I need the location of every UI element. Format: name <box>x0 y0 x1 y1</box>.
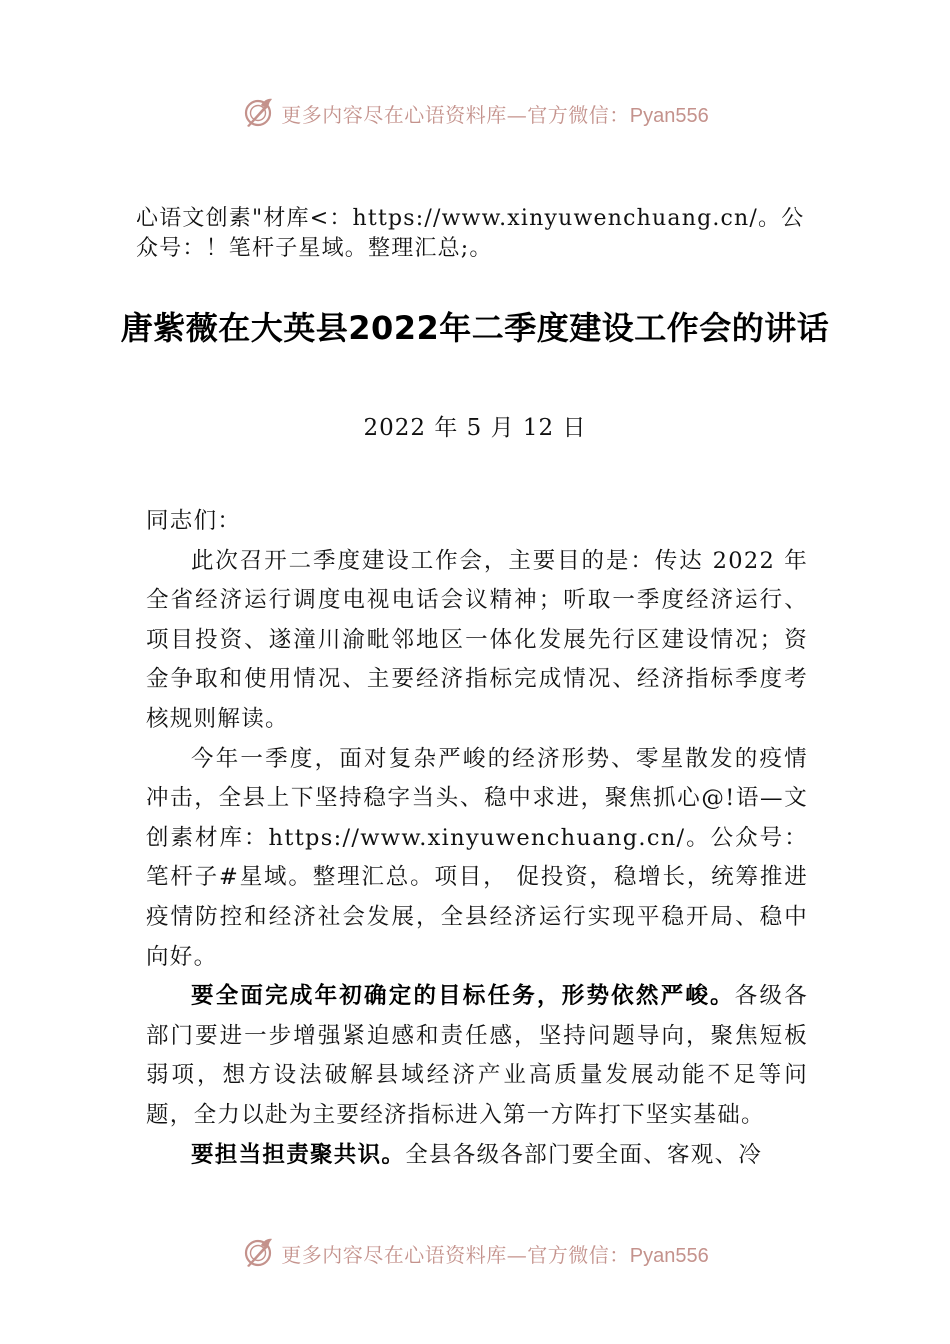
paragraph-consensus <box>146 1136 808 1176</box>
paragraph-consensus-text: 全县各级各部门要全面、客观、冷 <box>405 1141 763 1168</box>
watermark-wechat-id: Pyan556 <box>629 1244 709 1267</box>
watermark-text: 更多内容尽在心语资料库—官方微信：Pyan556 <box>281 1242 709 1267</box>
paragraph-targets-text: 各级各部门要进一步增强紧迫感和责任感，坚持问题导向，聚焦短板弱项，想方设法破解县域经济产业高质量发展动能不足等问题，全力以赴为主要经济指标进入第一方阵打下坚实基础。 <box>146 983 808 1128</box>
paragraph-purpose: 此次召开二季度建设工作会，主要目的是：传达 2022 年全省经济运行调度电视电话会议精神；听取一季度经济运行、项目投资、遂潼川渝毗邻地区一体化发展先行区建设情况；资金争取和使用情况、主要经济指标完成情况、经济指标季度考核规则解读。 <box>146 547 808 732</box>
paragraph-consensus-heading: 要担当担责聚共识。 <box>191 1141 406 1168</box>
paragraph-targets <box>146 977 808 1135</box>
document-title: 唐紫薇在大英县2022年二季度建设工作会的讲话 <box>120 309 830 347</box>
pen-nib-seal-icon <box>241 1236 275 1270</box>
header-watermark <box>0 93 950 133</box>
watermark-text: 更多内容尽在心语资料库—官方微信：Pyan556 <box>281 102 709 127</box>
paragraph-targets-heading: 要全面完成年初确定的目标任务，形势依然严峻。 <box>191 983 735 1010</box>
watermark-wechat-id: Pyan556 <box>629 104 709 127</box>
paragraph-first-quarter: 今年一季度，面对复杂严峻的经济形势、零星散发的疫情冲击，全县上下坚持稳字当头、稳中求进，聚焦抓心@!语—文创素材库：https://www.xinyuwenchuang.cn/。公众号：笔杆子#星域。整理汇总。项目， 促投资，稳增长，统筹推进疫情防控和经济社会发展，全县经济运行实现平稳开局、稳中向好。 <box>146 745 808 970</box>
document-date: 2022 年 5 月 12 日 <box>363 415 587 441</box>
pen-nib-seal-icon <box>241 96 275 130</box>
source-note: 心语文创素"材库<：https://www.xinyuwenchuang.cn/。公众号：！笔杆子星域。整理汇总;。 <box>136 206 805 261</box>
document-body <box>146 502 808 1175</box>
salutation: 同志们： <box>146 508 242 534</box>
footer-watermark <box>0 1233 950 1273</box>
